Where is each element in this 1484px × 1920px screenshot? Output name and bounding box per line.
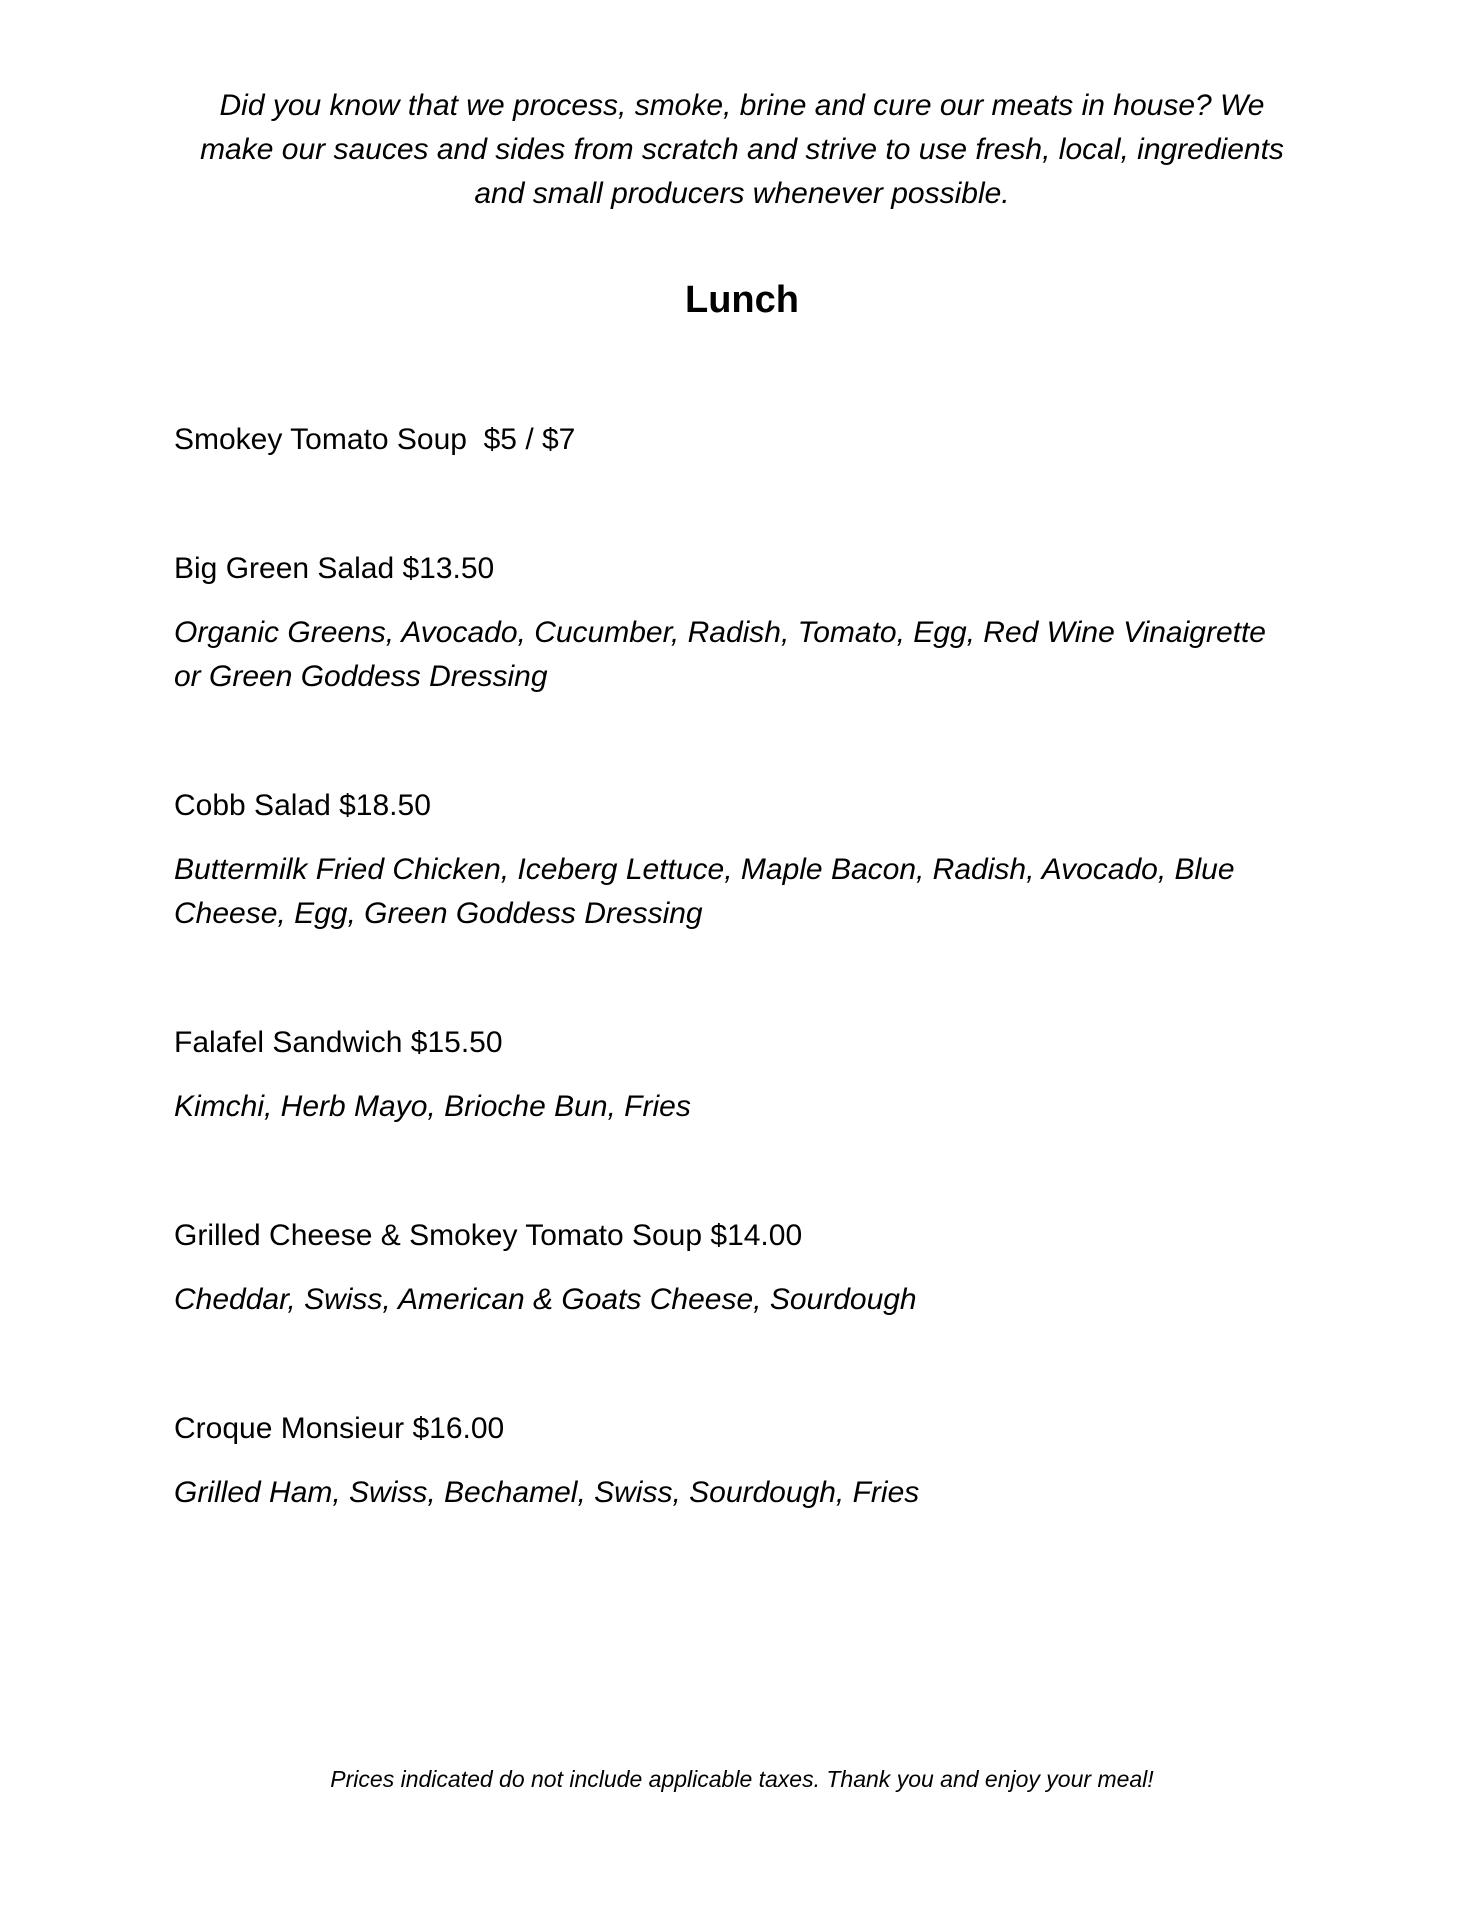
menu-item-name: Croque Monsieur $16.00	[174, 1412, 505, 1445]
menu-item-description	[174, 848, 1324, 936]
description-line: Grilled Ham, Swiss, Bechamel, Swiss, Sourdough, Fries	[174, 1476, 920, 1509]
menu-item-smokey-tomato-soup	[174, 418, 1324, 462]
menu-item-cobb-salad	[174, 784, 1324, 936]
description-line: Organic Greens, Avocado, Cucumber, Radish, Tomato, Egg, Red Wine Vinaigrette	[174, 616, 1266, 649]
menu-item-name: Grilled Cheese & Smokey Tomato Soup $14.00	[174, 1219, 803, 1252]
intro-line: make our sauces and sides from scratch and strive to use fresh, local, ingredients	[200, 133, 1284, 166]
menu-item-name: Falafel Sandwich $15.50	[174, 1026, 503, 1059]
intro-paragraph	[150, 84, 1334, 216]
menu-item-croque-monsieur	[174, 1407, 1324, 1515]
menu-item-name: Big Green Salad $13.50	[174, 552, 495, 585]
menu-item-name: Cobb Salad $18.50	[174, 789, 431, 822]
description-line: Cheddar, Swiss, American & Goats Cheese, Sourdough	[174, 1283, 917, 1316]
menu-item-description	[174, 1471, 1324, 1515]
intro-line: Did you know that we process, smoke, brine and cure our meats in house? We	[219, 89, 1265, 122]
description-line: Cheese, Egg, Green Goddess Dressing	[174, 897, 703, 930]
footer-note: Prices indicated do not include applicable taxes. Thank you and enjoy your meal!	[330, 1766, 1154, 1792]
menu-item-description	[174, 1085, 1324, 1129]
description-line: Kimchi, Herb Mayo, Brioche Bun, Fries	[174, 1090, 691, 1123]
menu-item-description	[174, 611, 1324, 699]
intro-line: and small producers whenever possible.	[474, 177, 1010, 210]
menu-item-big-green-salad	[174, 547, 1324, 699]
description-line: or Green Goddess Dressing	[174, 660, 548, 693]
page-title: Lunch	[685, 279, 799, 321]
menu-item-falafel-sandwich	[174, 1021, 1324, 1129]
description-line: Buttermilk Fried Chicken, Iceberg Lettuce, Maple Bacon, Radish, Avocado, Blue	[174, 853, 1235, 886]
menu-item-name: Smokey Tomato Soup $5 / $7	[174, 423, 576, 456]
menu-item-description	[174, 1278, 1324, 1322]
menu-item-grilled-cheese	[174, 1214, 1324, 1322]
